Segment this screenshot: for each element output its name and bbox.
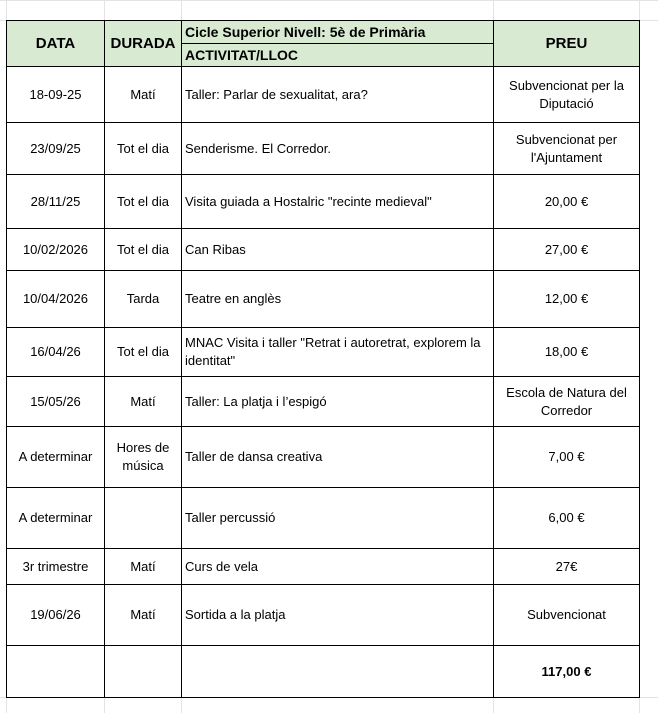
cell-activity[interactable]: Teatre en anglès xyxy=(182,271,494,328)
cell-date[interactable]: A determinar xyxy=(7,427,105,488)
table-row xyxy=(7,427,640,488)
cell-price[interactable]: 27,00 € xyxy=(494,229,640,271)
cell-empty[interactable] xyxy=(105,646,182,698)
total-price[interactable]: 117,00 € xyxy=(494,646,640,698)
gridline xyxy=(0,0,658,1)
cell-activity[interactable]: Can Ribas xyxy=(182,229,494,271)
cell-price[interactable]: Escola de Natura del Corredor xyxy=(494,377,640,427)
total-row xyxy=(7,646,640,698)
table-row xyxy=(7,229,640,271)
cell-duration[interactable]: Matí xyxy=(105,549,182,585)
cell-price[interactable]: 6,00 € xyxy=(494,488,640,549)
cell-duration[interactable]: Matí xyxy=(105,377,182,427)
header-activity-cell[interactable] xyxy=(182,21,494,67)
cell-price[interactable]: Subvencionat xyxy=(494,585,640,646)
cell-duration[interactable]: Hores de música xyxy=(105,427,182,488)
table-row xyxy=(7,549,640,585)
cell-date[interactable]: 18-09-25 xyxy=(7,67,105,123)
cell-duration[interactable]: Tot el dia xyxy=(105,229,182,271)
table-row xyxy=(7,488,640,549)
table-row xyxy=(7,377,640,427)
cell-activity[interactable]: Taller: Parlar de sexualitat, ara? xyxy=(182,67,494,123)
cell-date[interactable]: 28/11/25 xyxy=(7,175,105,229)
cell-price[interactable]: 18,00 € xyxy=(494,328,640,377)
cell-duration[interactable]: Tot el dia xyxy=(105,175,182,229)
table-row xyxy=(7,328,640,377)
cell-date[interactable]: 16/04/26 xyxy=(7,328,105,377)
cell-price[interactable]: 12,00 € xyxy=(494,271,640,328)
cell-date[interactable]: 15/05/26 xyxy=(7,377,105,427)
header-price[interactable]: PREU xyxy=(494,21,640,67)
cell-price[interactable]: 27€ xyxy=(494,549,640,585)
cell-duration[interactable]: Matí xyxy=(105,585,182,646)
cell-date[interactable]: 10/02/2026 xyxy=(7,229,105,271)
cell-activity[interactable]: Taller percussió xyxy=(182,488,494,549)
cell-duration[interactable] xyxy=(105,488,182,549)
cell-activity[interactable]: Visita guiada a Hostalric "recinte medieval" xyxy=(182,175,494,229)
table-row xyxy=(7,271,640,328)
cell-empty[interactable] xyxy=(182,646,494,698)
cell-duration[interactable]: Tot el dia xyxy=(105,328,182,377)
header-date[interactable]: DATA xyxy=(7,21,105,67)
cell-activity[interactable]: Senderisme. El Corredor. xyxy=(182,123,494,175)
cell-date[interactable]: 19/06/26 xyxy=(7,585,105,646)
activities-table xyxy=(6,20,640,698)
cell-price[interactable]: Subvencionat per l'Ajuntament xyxy=(494,123,640,175)
header-row xyxy=(7,21,640,67)
cell-date[interactable]: 23/09/25 xyxy=(7,123,105,175)
cell-activity[interactable]: Sortida a la platja xyxy=(182,585,494,646)
header-duration[interactable]: DURADA xyxy=(105,21,182,67)
cell-activity[interactable]: Taller de dansa creativa xyxy=(182,427,494,488)
cell-date[interactable]: A determinar xyxy=(7,488,105,549)
header-activity: ACTIVITAT/LLOC xyxy=(185,47,299,63)
cell-activity[interactable]: Taller: La platja i l’espigó xyxy=(182,377,494,427)
table-row xyxy=(7,67,640,123)
cell-date[interactable]: 10/04/2026 xyxy=(7,271,105,328)
cell-activity[interactable]: MNAC Visita i taller "Retrat i autoretrat, explorem la identitat" xyxy=(182,328,494,377)
cell-duration[interactable]: Tarda xyxy=(105,271,182,328)
cell-duration[interactable]: Matí xyxy=(105,67,182,123)
cell-empty[interactable] xyxy=(7,646,105,698)
header-cycle-title: Cicle Superior Nivell: 5è de Primària xyxy=(182,21,493,44)
table-row xyxy=(7,123,640,175)
table-row xyxy=(7,175,640,229)
table-row xyxy=(7,585,640,646)
cell-date[interactable]: 3r trimestre xyxy=(7,549,105,585)
cell-price[interactable]: Subvencionat per la Diputació xyxy=(494,67,640,123)
cell-price[interactable]: 7,00 € xyxy=(494,427,640,488)
cell-duration[interactable]: Tot el dia xyxy=(105,123,182,175)
cell-activity[interactable]: Curs de vela xyxy=(182,549,494,585)
cell-price[interactable]: 20,00 € xyxy=(494,175,640,229)
